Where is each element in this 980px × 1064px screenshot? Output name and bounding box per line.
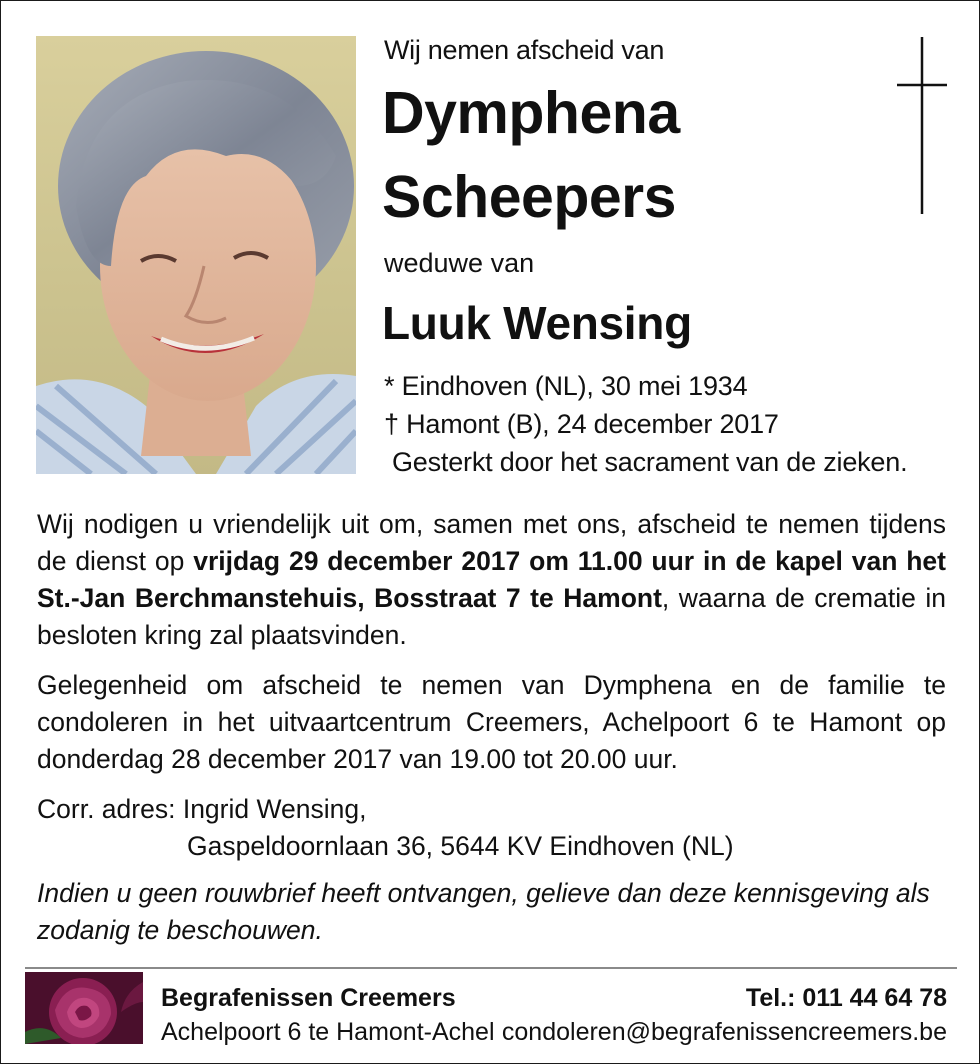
- death-line: † Hamont (B), 24 december 2017: [384, 409, 779, 439]
- footer-divider: [25, 967, 957, 969]
- notice-body: [37, 506, 946, 949]
- funeral-home-address: Achelpoort 6 te Hamont-Achel: [161, 1018, 495, 1046]
- correspondence-name: Ingrid Wensing,: [182, 794, 367, 824]
- ceremony-text-end: , waarna de crematie in besloten kring zal plaatsvinden.: [37, 583, 946, 650]
- cross-icon: [897, 37, 947, 217]
- widow-of-label: weduwe van: [384, 248, 535, 278]
- life-dates: [384, 367, 907, 481]
- deceased-first-name: Dymphena: [382, 80, 680, 146]
- rose-image: [25, 972, 143, 1044]
- correspondence-address: [37, 791, 946, 865]
- funeral-home-phone: Tel.: 011 44 64 78: [745, 984, 947, 1012]
- birth-line: * Eindhoven (NL), 30 mei 1934: [384, 371, 748, 401]
- correspondence-label: Corr. adres:: [37, 794, 176, 824]
- portrait-illustration: [36, 36, 356, 474]
- letter-note: Indien u geen rouwbrief heeft ontvangen, gelieve dan deze kennisgeving als zodanig te beschouwen.: [37, 878, 930, 945]
- correspondence-street: Gaspeldoornlaan 36, 5644 KV Eindhoven (NL): [187, 831, 734, 861]
- intro-text: Wij nemen afscheid van: [384, 35, 665, 65]
- ceremony-details: vrijdag 29 december 2017 om 11.00 uur in de kapel van het St.-Jan Berchmanstehuis, Bosstraat 7 te Hamont: [37, 546, 946, 613]
- spouse-name: Luuk Wensing: [382, 297, 692, 349]
- ceremony-text-start: Wij nodigen u vriendelijk uit om, samen met ons, afscheid te nemen tijdens de dienst op: [37, 509, 946, 576]
- portrait-photo: [36, 36, 356, 474]
- funeral-home-email[interactable]: condoleren@begrafenissencreemers.be: [501, 1018, 947, 1046]
- funeral-home-name: Begrafenissen Creemers: [161, 984, 456, 1012]
- ceremony-paragraph: [37, 506, 946, 654]
- deceased-last-name: Scheepers: [382, 164, 676, 230]
- sacrament-line: Gesterkt door het sacrament van de zieken.: [392, 447, 908, 477]
- visitation-paragraph: Gelegenheid om afscheid te nemen van Dymphena en de familie te condoleren in het uitvaartcentrum Creemers, Achelpoort 6 te Hamont op donderdag 28 december 2017 van 19.00 tot 20.00 uur.: [37, 670, 946, 774]
- deceased-name: [382, 71, 680, 239]
